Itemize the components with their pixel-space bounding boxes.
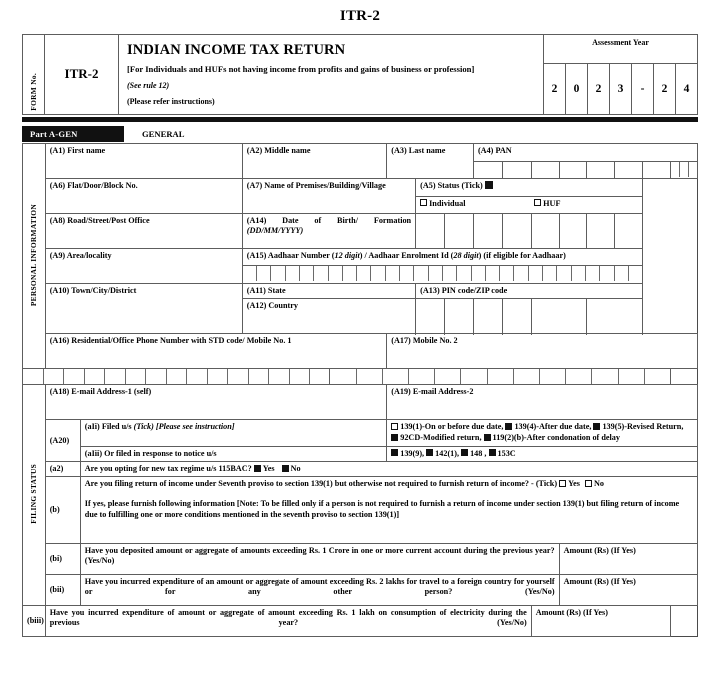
personal-information-label-text: PERSONAL INFORMATION <box>29 203 39 306</box>
b-question-2-text: If yes, please furnish following information [Note: To be filled only if a person is not required to furnish a return of income under section 139(1) but filing return of income due to fulfilling one or more conditions mentioned in the seventh proviso to section 139(1)] <box>84 498 680 519</box>
assessment-year-digit-6[interactable]: 4 <box>675 63 697 114</box>
field-a2-code: (a2) <box>45 461 80 476</box>
pan-box-1[interactable] <box>473 161 502 179</box>
pan-box-5[interactable] <box>587 161 615 179</box>
field-a20-ii-label: (aIii) Or filed in response to notice u/s <box>80 446 386 461</box>
phone1-boxes-container <box>23 369 329 384</box>
a20-option-139-4[interactable] <box>505 422 591 431</box>
pan-box-6[interactable] <box>615 161 643 179</box>
pin-box-5[interactable] <box>531 299 587 334</box>
dob-box-1[interactable] <box>416 214 445 249</box>
phone1-box[interactable] <box>146 369 167 384</box>
phone1-box[interactable] <box>208 369 229 384</box>
field-bi-code: (bi) <box>45 544 80 575</box>
pin-box-1[interactable] <box>416 299 445 334</box>
form-body-table <box>22 143 698 637</box>
form-no-side-label <box>23 35 45 115</box>
aadhaar-boxes-container <box>243 266 642 281</box>
field-a14-date-of-birth <box>242 214 415 249</box>
a20-option-139-1-label: 139(1)-On or before due date, <box>400 422 504 432</box>
field-bii-amount[interactable]: Amount (Rs) (If Yes) <box>559 575 697 606</box>
a20-notice-139-9-label: 139(9), <box>400 448 425 458</box>
checkbox-huf-icon[interactable] <box>534 199 541 206</box>
b-no-label: No <box>593 479 604 489</box>
a20-option-139-5-label: 139(5)-Revised Return, <box>602 422 684 432</box>
a20-i-label-text: (aIi) Filed u/s <box>84 422 134 432</box>
form-main-description <box>119 35 544 115</box>
phone2-boxes-container <box>330 369 670 384</box>
dob-box-3[interactable] <box>473 214 502 249</box>
phone1-box[interactable] <box>64 369 85 384</box>
field-a3-last-name[interactable]: (A3) Last name <box>387 144 474 179</box>
tick-mark-icon <box>485 181 493 189</box>
a20-notice-153c-label: 153C <box>497 448 516 458</box>
field-biii-code: (biii) <box>23 606 46 637</box>
a20-notice-142-1-label: 142(1), <box>435 448 460 458</box>
a20-notice-139-9[interactable] <box>391 449 424 458</box>
field-a7-premises-building-village[interactable]: (A7) Name of Premises/Building/Village <box>242 179 415 214</box>
aadhaar-box[interactable] <box>400 266 414 281</box>
field-a16-phone-number[interactable]: (A16) Residential/Office Phone Number with STD code/ Mobile No. 1 <box>45 334 387 369</box>
pan-box-9[interactable] <box>680 162 689 177</box>
a20-option-119-2b[interactable] <box>484 433 620 442</box>
form-rule-note: (See rule 12) <box>127 81 170 91</box>
a20-notice-148[interactable] <box>461 449 486 458</box>
assessment-year-label: Assessment Year <box>543 35 697 64</box>
header-table <box>22 34 698 115</box>
phone2-box[interactable] <box>383 369 409 384</box>
field-a5-status-options <box>416 196 643 214</box>
phone2-box[interactable] <box>488 369 514 384</box>
a20-option-92cd-label: 92CD-Modified return, <box>400 433 482 443</box>
aadhaar-box[interactable] <box>243 266 257 281</box>
phone1-box[interactable] <box>249 369 270 384</box>
phone1-box[interactable] <box>228 369 249 384</box>
phone2-box[interactable] <box>330 369 356 384</box>
phone1-box[interactable] <box>269 369 290 384</box>
phone2-box[interactable] <box>540 369 566 384</box>
a5-option-huf[interactable] <box>534 199 560 208</box>
part-a-gen-tag: Part A-GEN <box>22 126 124 142</box>
aadhaar-box[interactable] <box>629 266 642 281</box>
a20-option-139-1[interactable] <box>391 422 503 431</box>
phone1-box[interactable] <box>44 369 65 384</box>
checkbox-139-5-icon[interactable] <box>593 423 600 430</box>
dob-box-5[interactable] <box>531 214 559 249</box>
a15-label-pre: (A15) Aadhaar Number ( <box>246 251 335 261</box>
assessment-year-digit-5[interactable]: 2 <box>653 63 675 114</box>
assessment-year-digit-2[interactable]: 0 <box>565 63 587 114</box>
phone2-box[interactable] <box>645 369 670 384</box>
assessment-year-digit-4[interactable]: 3 <box>609 63 631 114</box>
section-separator-bar <box>22 117 698 122</box>
a20-notice-148-label: 148 , <box>470 448 487 458</box>
field-a1-first-name[interactable]: (A1) First name <box>45 144 242 179</box>
field-a2-middle-name[interactable]: (A2) Middle name <box>242 144 386 179</box>
phone2-box[interactable] <box>514 369 540 384</box>
phone2-box[interactable] <box>619 369 645 384</box>
aadhaar-box[interactable] <box>386 266 400 281</box>
aadhaar-box[interactable] <box>472 266 486 281</box>
assessment-year-separator: - <box>631 63 653 114</box>
a2-question-text: Are you opting for new tax regime u/s 115BAC? <box>84 463 252 473</box>
field-biii-amount[interactable]: Amount (Rs) (If Yes) <box>531 606 670 637</box>
filing-status-side-label <box>23 385 46 606</box>
aadhaar-box[interactable] <box>557 266 571 281</box>
pan-box-7[interactable] <box>643 161 671 179</box>
aadhaar-boxes-row <box>242 266 642 284</box>
field-a20-code: (A20) <box>45 420 80 462</box>
aadhaar-box[interactable] <box>414 266 428 281</box>
aadhaar-box[interactable] <box>572 266 586 281</box>
page-title: ITR-2 <box>339 8 381 24</box>
phone2-box[interactable] <box>357 369 383 384</box>
aadhaar-box[interactable] <box>329 266 343 281</box>
part-a-gen-strip <box>22 126 698 142</box>
b-question-1 <box>85 479 693 490</box>
pan-box-10[interactable] <box>689 162 697 177</box>
b-yes-label: Yes <box>568 479 580 489</box>
a15-label-mid: ) / Aadhaar Enrolment Id ( <box>359 251 454 261</box>
aadhaar-box[interactable] <box>271 266 285 281</box>
dob-box-4[interactable] <box>502 214 531 249</box>
pin-box-2[interactable] <box>445 299 474 334</box>
checkbox-142-1-icon[interactable] <box>426 449 433 456</box>
a2-yes-label: Yes <box>262 463 275 473</box>
field-b-seventh-proviso <box>80 477 697 544</box>
checkbox-139-1-icon[interactable] <box>391 423 398 430</box>
form-no-value: ITR-2 <box>45 35 119 115</box>
form-no-label-text: FORM No. <box>28 73 38 111</box>
dob-box-6[interactable] <box>559 214 587 249</box>
field-a2-new-tax-regime <box>80 461 697 476</box>
field-a17-mobile-2[interactable]: (A17) Mobile No. 2 <box>387 334 698 369</box>
dob-box-7[interactable] <box>587 214 615 249</box>
field-bi-question: Have you deposited amount or aggregate of amounts exceeding Rs. 1 Crore in one or more current account during the previous year? (Yes/No) <box>80 544 559 575</box>
aadhaar-box[interactable] <box>357 266 371 281</box>
phone2-box[interactable] <box>592 369 618 384</box>
a20-option-139-4-label: 139(4)-After due date, <box>514 422 592 432</box>
phone2-box[interactable] <box>461 369 487 384</box>
phone1-box[interactable] <box>105 369 126 384</box>
pan-box-2[interactable] <box>502 161 531 179</box>
field-a11-state[interactable]: (A11) State <box>242 284 415 299</box>
field-a10-town-city-district[interactable]: (A10) Town/City/District <box>45 284 242 334</box>
pan-boxes-tail <box>671 161 698 179</box>
checkbox-153c-icon[interactable] <box>489 449 496 456</box>
field-a15-aadhaar-label <box>242 249 642 266</box>
pan-box-8[interactable] <box>671 162 680 177</box>
filing-status-label-text: FILING STATUS <box>29 463 39 524</box>
phone1-box[interactable] <box>85 369 106 384</box>
a2-no-label: No <box>290 463 301 473</box>
field-a20-i-options <box>387 420 698 446</box>
aadhaar-box[interactable] <box>443 266 457 281</box>
pin-box-4[interactable] <box>502 299 531 334</box>
aadhaar-box[interactable] <box>486 266 500 281</box>
phone1-box[interactable] <box>126 369 147 384</box>
field-a19-email-2[interactable]: (A19) E-mail Address-2 <box>387 385 698 420</box>
field-a9-area-locality[interactable]: (A9) Area/locality <box>45 249 242 284</box>
dob-box-2[interactable] <box>445 214 474 249</box>
aadhaar-box[interactable] <box>371 266 385 281</box>
field-a12-country[interactable]: (A12) Country <box>242 299 415 334</box>
phone2-box[interactable] <box>409 369 435 384</box>
b-question-1-text: Are you filing return of income under Seventh proviso to section 139(1) but otherwise not required to furnish return of income? - (Tick) <box>84 479 558 489</box>
aadhaar-box[interactable] <box>586 266 600 281</box>
pin-box-3[interactable] <box>473 299 502 334</box>
aadhaar-box[interactable] <box>514 266 528 281</box>
checkbox-regime-yes-icon[interactable] <box>254 465 261 472</box>
field-a20-ii-options <box>387 446 698 461</box>
checkbox-139-9-icon[interactable] <box>391 449 398 456</box>
field-biii-question: Have you incurred expenditure of amount or aggregate of amount exceeding Rs. 1 lakh on consumption of electricity during the previous year? (Yes/No) <box>45 606 531 637</box>
checkbox-proviso-yes-icon[interactable] <box>559 480 566 487</box>
a5-status-text: (A5) Status (Tick) <box>420 181 483 191</box>
a20-notice-142-1[interactable] <box>426 449 459 458</box>
field-bii-code: (bii) <box>45 575 80 606</box>
phone2-boxes-row <box>330 369 671 385</box>
phone1-box[interactable] <box>290 369 311 384</box>
field-a13-pin-code-label: (A13) PIN code/ZIP code <box>416 284 643 299</box>
a14-label-text: (A14) Date of Birth/ Formation <box>246 216 412 226</box>
a20-i-note-text: [Please see instruction] <box>155 422 235 432</box>
checkbox-regime-no-icon[interactable] <box>282 465 289 472</box>
checkbox-proviso-no-icon[interactable] <box>585 480 592 487</box>
form-header-block <box>22 34 698 115</box>
form-instructions-note: (Please refer instructions) <box>127 97 215 107</box>
checkbox-92cd-icon[interactable] <box>391 434 398 441</box>
pan-box-3[interactable] <box>531 161 559 179</box>
field-b-code: (b) <box>45 477 80 544</box>
field-a5-status-label <box>416 179 643 197</box>
aadhaar-box[interactable] <box>615 266 629 281</box>
field-bi-amount[interactable]: Amount (Rs) (If Yes) <box>559 544 697 575</box>
a15-label-28digit: 28 digit <box>453 251 479 261</box>
pin-box-6[interactable] <box>587 299 643 334</box>
phone1-box[interactable] <box>187 369 208 384</box>
pan-box-4[interactable] <box>559 161 587 179</box>
aadhaar-box[interactable] <box>257 266 271 281</box>
personal-information-side-label <box>23 144 46 369</box>
a5-option-individual[interactable] <box>420 199 532 209</box>
field-a4-pan-label: (A4) PAN <box>473 144 697 162</box>
checkbox-119-2b-icon[interactable] <box>484 434 491 441</box>
aadhaar-box[interactable] <box>529 266 543 281</box>
phone2-box[interactable] <box>566 369 592 384</box>
dob-box-8[interactable] <box>615 214 643 249</box>
phone1-box[interactable] <box>23 369 44 384</box>
a5-option-individual-label: Individual <box>429 198 466 208</box>
a5-option-huf-label: HUF <box>543 198 561 208</box>
phone2-box[interactable] <box>435 369 461 384</box>
aadhaar-box[interactable] <box>600 266 614 281</box>
checkbox-139-4-icon[interactable] <box>505 423 512 430</box>
aadhaar-box[interactable] <box>429 266 443 281</box>
field-a18-email-1[interactable]: (A18) E-mail Address-1 (self) <box>45 385 387 420</box>
phone1-boxes-row <box>23 369 330 385</box>
phone1-box[interactable] <box>310 369 330 384</box>
form-subtitle: [For Individuals and HUFs not having income from profits and gains of business or profession] <box>127 64 475 75</box>
form-main-heading: INDIAN INCOME TAX RETURN <box>127 42 346 58</box>
a15-label-12digit: 12 digit <box>334 251 360 261</box>
a15-label-post: ) (if eligible for Aadhaar) <box>478 251 566 261</box>
a20-notice-153c[interactable] <box>489 449 516 458</box>
a20-option-92cd[interactable] <box>391 433 481 442</box>
aadhaar-box[interactable] <box>314 266 328 281</box>
aadhaar-box[interactable] <box>457 266 471 281</box>
a20-option-119-2b-label: 119(2)(b)-After condonation of delay <box>492 433 620 443</box>
field-a8-road-street-post-office[interactable]: (A8) Road/Street/Post Office <box>45 214 242 249</box>
checkbox-individual-icon[interactable] <box>420 199 427 206</box>
field-a6-flat-door-block[interactable]: (A6) Flat/Door/Block No. <box>45 179 242 214</box>
a14-format-text: (DD/MM/YYYY) <box>246 226 304 236</box>
a20-i-tick-text: (Tick) <box>133 422 154 432</box>
assessment-year-digit-1[interactable]: 2 <box>543 63 565 114</box>
field-bii-question: Have you incurred expenditure of an amount or aggregate of amount exceeding Rs. 2 lakhs for travel to a foreign country for yourself or for any other person? (Yes/No) <box>80 575 559 606</box>
assessment-year-digit-3[interactable]: 2 <box>587 63 609 114</box>
field-a20-i-label <box>80 420 386 446</box>
aadhaar-box[interactable] <box>286 266 300 281</box>
form-body-block <box>22 143 698 637</box>
aadhaar-box[interactable] <box>543 266 557 281</box>
a20-option-139-5[interactable] <box>593 422 683 431</box>
part-a-gen-title: GENERAL <box>142 129 185 140</box>
aadhaar-box[interactable] <box>500 266 514 281</box>
aadhaar-box[interactable] <box>343 266 357 281</box>
aadhaar-box[interactable] <box>300 266 314 281</box>
checkbox-148-icon[interactable] <box>461 449 468 456</box>
phone1-box[interactable] <box>167 369 188 384</box>
